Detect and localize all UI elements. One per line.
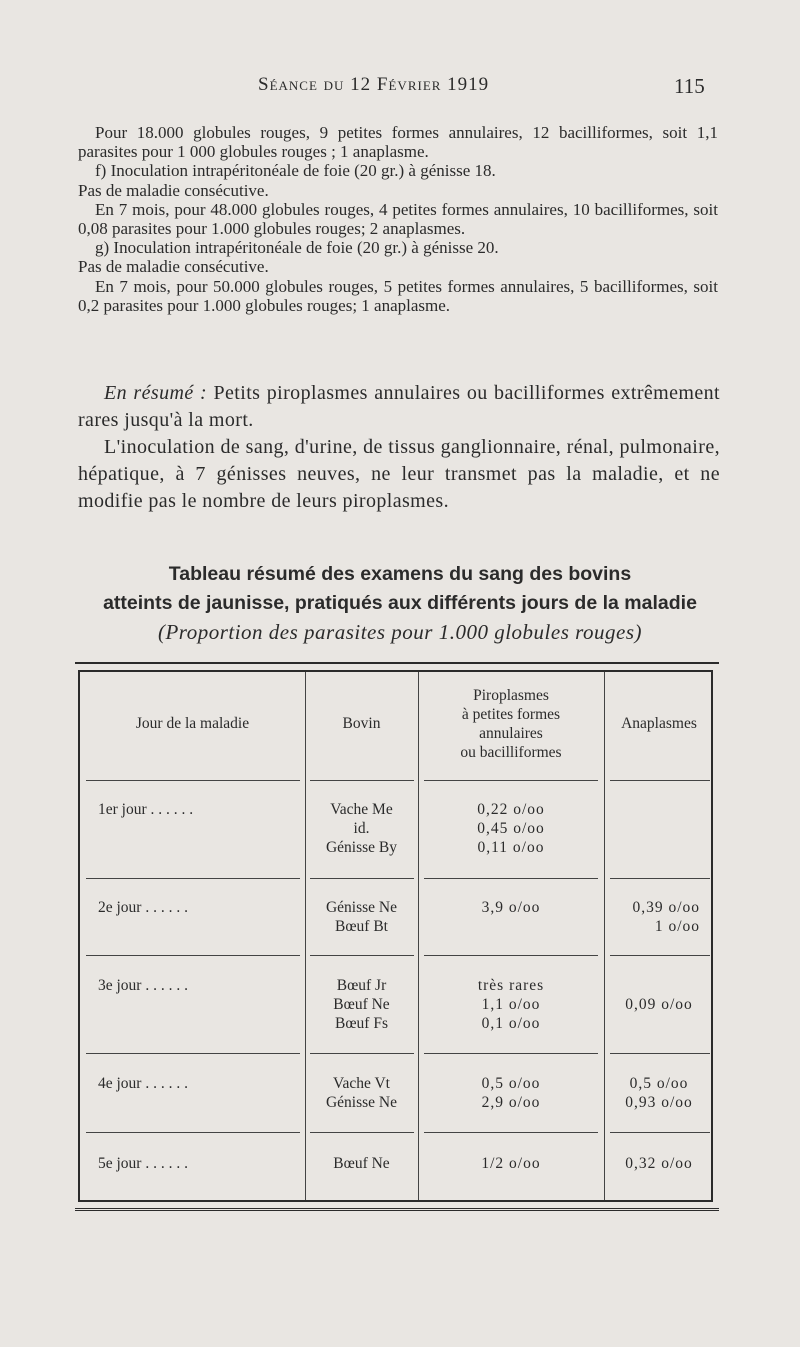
day-label: 2e jour . . . . . . — [98, 899, 188, 916]
paragraph: Pour 18.000 globules rouges, 9 petites formes annulaires, 12 bacilliformes, soit 1,1 parasites pour 1 000 globules rouges ; 1 anaplasme. — [78, 123, 718, 162]
ana-value: 0,32 o/oo — [625, 1155, 693, 1172]
header-day: Jour de la maladie — [135, 715, 250, 732]
piro-cell — [418, 898, 604, 917]
piro-cell — [418, 800, 604, 857]
ana-cell — [604, 1074, 714, 1112]
bovin-name: Génisse Ne — [325, 899, 398, 916]
piro-cell — [418, 1074, 604, 1112]
bovin-name: Génisse Ne — [325, 1094, 398, 1111]
piro-value: 0,1 o/oo — [481, 1015, 541, 1032]
bovin-name: Bœuf Ne — [333, 996, 390, 1013]
ana-value: 0,09 o/oo — [625, 996, 693, 1013]
table-subtitle: (Proportion des parasites pour 1.000 globules rouges) — [157, 620, 643, 644]
row-rule — [86, 1132, 300, 1133]
day-label: 5e jour . . . . . . — [98, 1155, 188, 1172]
row-rule — [610, 955, 710, 956]
summary-table — [75, 662, 719, 1211]
row-rule — [310, 955, 414, 956]
table-body — [78, 670, 713, 1202]
ana-value: 0,93 o/oo — [625, 1094, 693, 1111]
ana-value: 0,5 o/oo — [629, 1075, 689, 1092]
row-rule — [610, 1132, 710, 1133]
paragraph: f) Inoculation intrapéritonéale de foie (20 gr.) à génisse 18. — [95, 161, 496, 181]
bovin-cell — [305, 800, 418, 857]
row-rule — [310, 1053, 414, 1054]
header-bovin: Bovin — [342, 715, 381, 732]
ana-cell — [604, 976, 714, 1014]
ana-cell — [604, 898, 700, 936]
paragraph: En 7 mois, pour 50.000 globules rouges, 5 petites formes annulaires, 5 bacilliformes, soit 0,2 parasites pour 1.000 globules rouges; 1 anaplasme. — [78, 276, 718, 315]
row-rule — [424, 955, 598, 956]
piro-value: très rares — [477, 977, 545, 994]
ana-value: 0,39 o/oo — [632, 899, 700, 916]
ana-value: 1 o/oo — [654, 918, 700, 935]
row-rule — [86, 780, 300, 781]
header-title: Séance du 12 Février 1919 — [258, 74, 490, 95]
piro-cell — [418, 1154, 604, 1173]
piro-cell — [418, 976, 604, 1033]
bovin-name: Vache Vt — [333, 1075, 390, 1092]
summary-lead: En résumé : — [104, 382, 208, 404]
row-rule — [424, 1053, 598, 1054]
piro-value: 3,9 o/oo — [481, 899, 541, 916]
piro-value: 2,9 o/oo — [481, 1094, 541, 1111]
bovin-cell — [305, 1154, 418, 1173]
row-rule — [610, 878, 710, 879]
page-number: 115 — [674, 74, 705, 98]
row-rule — [86, 878, 300, 879]
piro-value: 0,11 o/oo — [477, 839, 545, 856]
row-rule — [310, 1132, 414, 1133]
row-rule — [424, 1132, 598, 1133]
row-rule — [86, 955, 300, 956]
bovin-name: Bœuf Ne — [333, 1155, 390, 1172]
header-line: ou bacilliformes — [460, 744, 562, 761]
bovin-cell — [305, 976, 418, 1033]
ana-value — [604, 976, 714, 995]
column-rule — [305, 672, 306, 1200]
bovin-name: Génisse By — [325, 839, 398, 856]
bovin-cell — [305, 1074, 418, 1112]
row-rule — [610, 1053, 710, 1054]
experiment-notes — [78, 123, 718, 315]
paragraph: g) Inoculation intrapéritonéale de foie (20 gr.) à génisse 20. — [95, 238, 499, 258]
table-title-line: Tableau résumé des examens du sang des bovins — [168, 563, 632, 585]
row-rule — [310, 878, 414, 879]
summary-section — [78, 380, 720, 515]
day-label: 4e jour . . . . . . — [98, 1075, 188, 1092]
bovin-name: Vache Me — [330, 801, 393, 818]
summary-paragraph-2: L'inoculation de sang, d'urine, de tissus ganglionnaire, rénal, pulmonaire, hépatique, à 7 génisses neuves, ne leur transmet pas la maladie, et ne modifie pas le nombre de leurs piroplasmes. — [78, 436, 720, 512]
header-line: à petites formes — [461, 706, 561, 723]
column-rule — [604, 672, 605, 1200]
day-label: 3e jour . . . . . . — [98, 977, 188, 994]
bovin-name: Bœuf Bt — [335, 918, 388, 935]
row-rule — [310, 780, 414, 781]
header-line: Piroplasmes — [473, 687, 549, 704]
row-rule — [424, 780, 598, 781]
summary-paragraph — [78, 380, 720, 434]
header-piroplasmes — [418, 686, 604, 762]
paragraph: Pas de maladie consécutive. — [78, 180, 269, 200]
piro-value: 0,22 o/oo — [477, 801, 545, 818]
table-title — [70, 560, 730, 618]
running-header — [0, 74, 800, 104]
ana-cell — [604, 1154, 714, 1173]
bovin-name: Bœuf Jr — [336, 977, 387, 994]
summary-text: Petits piroplasmes annulaires ou bacilliformes extrêmement rares jusqu'à la mort. — [78, 382, 720, 431]
header-line: annulaires — [479, 725, 543, 742]
piro-value: 0,5 o/oo — [481, 1075, 541, 1092]
bovin-cell — [305, 898, 418, 936]
bovin-name: Bœuf Fs — [335, 1015, 388, 1032]
piro-value: 1,1 o/oo — [481, 996, 541, 1013]
header-anaplasmes: Anaplasmes — [621, 715, 697, 732]
row-rule — [424, 878, 598, 879]
row-rule — [610, 780, 710, 781]
table-title-line: atteints de jaunisse, pratiqués aux différents jours de la maladie — [103, 592, 697, 614]
paragraph: Pas de maladie consécutive. — [78, 257, 269, 277]
bovin-name: id. — [353, 820, 370, 837]
piro-value: 1/2 o/oo — [481, 1155, 541, 1172]
paragraph: En 7 mois, pour 48.000 globules rouges, 4 petites formes annulaires, 10 bacilliformes, soit 0,08 parasites pour 1.000 globules rouges; 2 anaplasmes. — [78, 199, 718, 239]
day-label: 1er jour . . . . . . — [98, 801, 194, 818]
piro-value: 0,45 o/oo — [477, 820, 545, 837]
row-rule — [86, 1053, 300, 1054]
